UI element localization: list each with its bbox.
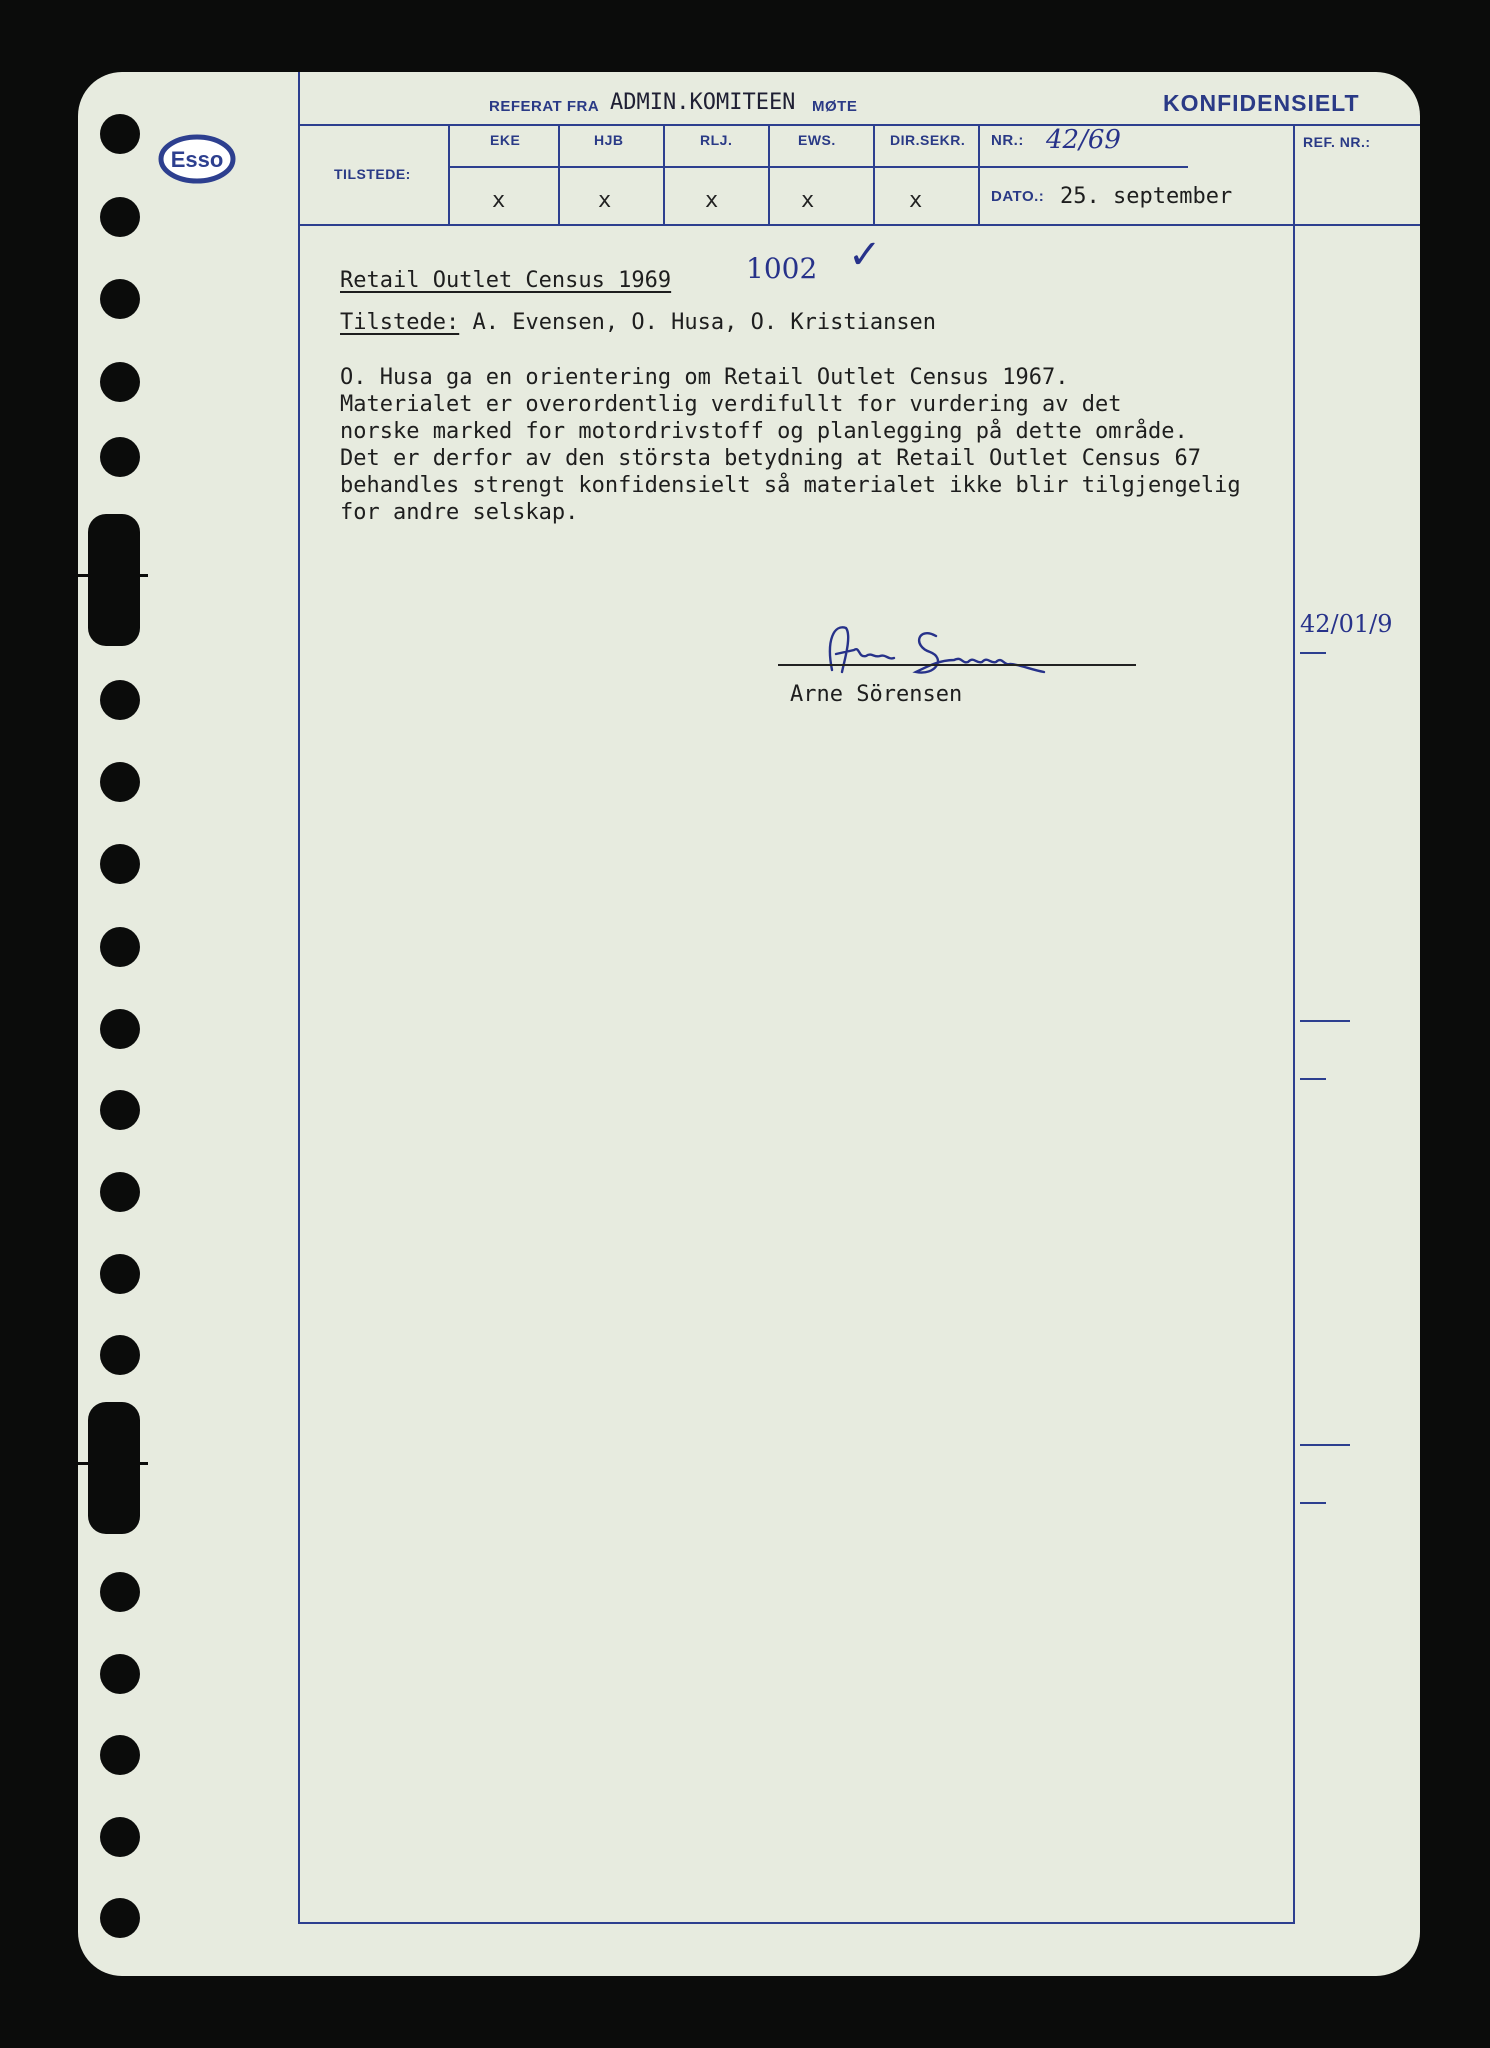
margin-tick <box>1300 1502 1326 1504</box>
binder-hole <box>100 762 140 802</box>
paragraph-line: O. Husa ga en orientering om Retail Outlet Census 1967. <box>340 365 1069 390</box>
binder-hole <box>100 362 140 402</box>
attendee-mark: x <box>705 188 719 213</box>
margin-tick <box>1300 1020 1350 1022</box>
binder-hole <box>100 1254 140 1294</box>
binder-slot <box>88 1402 140 1534</box>
attendee-divider <box>978 124 980 224</box>
handwritten-number: 1002 <box>746 252 818 285</box>
attendee-divider <box>558 124 560 224</box>
binder-hole <box>100 1898 140 1938</box>
binder-hole <box>100 927 140 967</box>
attendee-mark: x <box>598 188 612 213</box>
attendee-divider <box>448 124 450 224</box>
tilstede-label: TILSTEDE: <box>334 166 411 182</box>
mote-label: MØTE <box>812 98 858 115</box>
form-header-rule <box>298 124 1420 126</box>
attendee-mark: x <box>909 188 923 213</box>
attendee-col-ews: EWS. <box>798 132 836 148</box>
tilstede-names: A. Evensen, O. Husa, O. Kristiansen <box>472 310 937 335</box>
document-sheet <box>78 72 1420 1976</box>
binder-hole <box>100 1654 140 1694</box>
binder-hole <box>100 1817 140 1857</box>
binder-hole <box>100 844 140 884</box>
margin-tick <box>1300 1078 1326 1080</box>
margin-tick <box>1300 1444 1350 1446</box>
confidential-label: KONFIDENSIELT <box>1163 90 1360 116</box>
paragraph-line: Materialet er overordentlig verdifullt for vurdering av det <box>340 392 1122 417</box>
binder-slot-line <box>78 574 148 577</box>
binder-slot <box>88 514 140 646</box>
nr-label: NR.: <box>991 132 1024 149</box>
ref-nr-label: REF. NR.: <box>1303 134 1371 150</box>
form-header-bottom-rule <box>298 224 1420 226</box>
esso-logo-text: Esso <box>170 147 224 172</box>
attendee-divider <box>873 124 875 224</box>
binder-hole <box>100 197 140 237</box>
binder-hole <box>100 1172 140 1212</box>
attendee-divider <box>768 124 770 224</box>
binder-hole <box>100 114 140 154</box>
binder-slot-line <box>78 1462 148 1465</box>
paragraph-line: for andre selskap. <box>340 500 579 525</box>
dato-label: DATO.: <box>991 188 1045 205</box>
form-bottom-rule <box>298 1922 1295 1924</box>
margin-ref-note: 42/01/9 <box>1300 610 1393 638</box>
attendee-divider <box>663 124 665 224</box>
binder-hole <box>100 680 140 720</box>
handwritten-signature <box>796 600 1076 690</box>
binder-hole <box>100 279 140 319</box>
tilstede-body-label: Tilstede: <box>340 310 460 335</box>
paragraph-line: norske marked for motordrivstoff og planlegging på dette område. <box>340 419 1188 444</box>
esso-logo <box>158 134 236 184</box>
margin-tick <box>1300 652 1326 654</box>
binder-hole <box>100 1009 140 1049</box>
document-title: Retail Outlet Census 1969 <box>340 268 672 293</box>
binder-hole <box>100 1735 140 1775</box>
attendee-col-dirsekr: DIR.SEKR. <box>890 132 966 148</box>
committee-name: ADMIN.KOMITEEN <box>610 90 796 115</box>
paragraph-line: behandles strengt konfidensielt så materialet ikke blir tilgjengelig <box>340 473 1241 498</box>
binder-hole <box>100 1335 140 1375</box>
attendee-mark: x <box>492 188 506 213</box>
attendee-col-eke: EKE <box>490 132 521 148</box>
binder-hole <box>100 1090 140 1130</box>
paragraph-line: Det er derfor av den största betydning at Retail Outlet Census 67 <box>340 446 1201 471</box>
tilstede-line <box>340 310 936 335</box>
attendee-mark: x <box>801 188 815 213</box>
minutes-paragraph <box>340 364 1241 526</box>
attendee-col-rlj: RLJ. <box>700 132 733 148</box>
binder-hole <box>100 1572 140 1612</box>
binder-hole <box>100 437 140 477</box>
attendee-col-hjb: HJB <box>594 132 624 148</box>
signature-line <box>778 664 1136 666</box>
dato-value: 25. september <box>1060 184 1233 209</box>
ref-column-rule <box>1293 124 1295 1924</box>
form-left-rule <box>298 72 300 1924</box>
nr-value: 42/69 <box>1046 125 1121 155</box>
signatory-name: Arne Sörensen <box>790 682 963 707</box>
referat-fra-label: REFERAT FRA <box>489 98 600 115</box>
check-mark: ✓ <box>848 232 882 278</box>
